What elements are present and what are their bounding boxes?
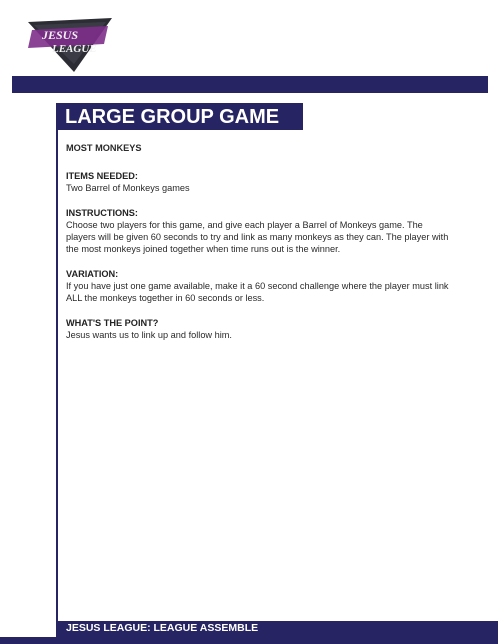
section-heading: WHAT'S THE POINT? — [66, 318, 159, 328]
logo-text-line1: JESUS — [42, 28, 79, 42]
section-body: Two Barrel of Monkeys games — [66, 183, 190, 193]
section-instructions — [66, 207, 452, 255]
footer-band — [56, 621, 498, 644]
section-items-needed — [66, 170, 452, 194]
section-heading: INSTRUCTIONS: — [66, 208, 138, 218]
page-title: LARGE GROUP GAME — [56, 103, 303, 130]
game-name: MOST MONKEYS — [66, 143, 142, 153]
header-band — [12, 76, 488, 93]
section-heading: ITEMS NEEDED: — [66, 171, 138, 181]
section-whats-the-point — [66, 317, 452, 341]
game-content — [66, 142, 452, 354]
footer-text: JESUS LEAGUE: LEAGUE ASSEMBLE — [66, 622, 259, 634]
section-body: Choose two players for this game, and give each player a Barrel of Monkeys game. The players will be given 60 seconds to try and link as many monkeys as they can. The player with the most monkeys joined together when time runs out is the winner. — [66, 220, 449, 254]
section-body: Jesus wants us to link up and follow him. — [66, 330, 232, 340]
section-body: If you have just one game available, make it a 60 second challenge where the player must link ALL the monkeys together in 60 seconds or less. — [66, 281, 449, 303]
section-variation — [66, 268, 452, 304]
footer-band-tail — [0, 637, 58, 644]
logo-text-line2: LEAGUE — [52, 43, 97, 55]
left-rule — [56, 103, 58, 624]
section-heading: VARIATION: — [66, 269, 119, 279]
jesus-league-logo — [24, 14, 116, 74]
